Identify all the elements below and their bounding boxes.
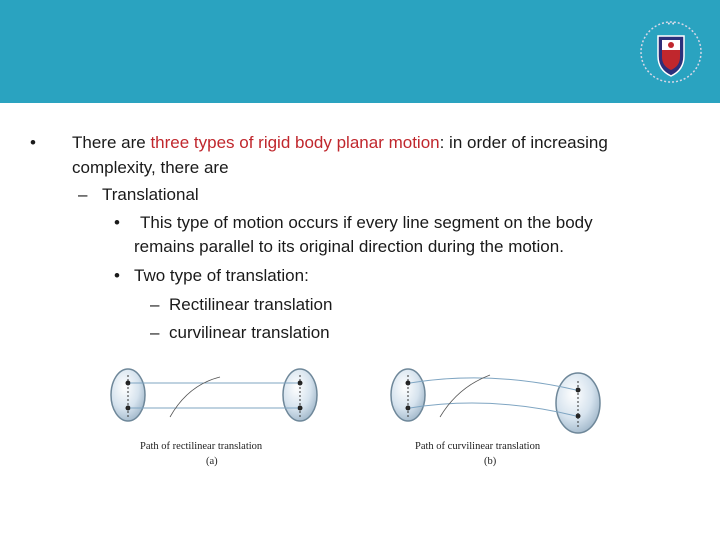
svg-text:• •: • • <box>667 21 675 28</box>
bullet-level1-line2: complexity, there are <box>72 158 229 177</box>
panel-curvilinear <box>391 369 600 467</box>
translation-types-item: Two type of translation: <box>134 266 309 285</box>
rectilinear-item: Rectilinear translation <box>169 295 333 314</box>
bullet-level1-highlight: three types of rigid body planar motion <box>150 133 440 152</box>
bullet-level1-suffix: : in order of increasing <box>439 133 608 152</box>
bullet-level4-mark: – <box>150 295 160 314</box>
bullet-level3-mark: • <box>114 213 120 232</box>
translation-figure <box>110 345 624 470</box>
bullet-level3-mark: • <box>114 266 120 285</box>
label-a: (a) <box>206 456 218 467</box>
bullet-level1-prefix: There are <box>72 133 151 152</box>
bullet-level1-mark: • <box>30 133 36 152</box>
definition-line2: remains parallel to its original direction during the motion. <box>134 237 564 256</box>
bullet-level1-line1 <box>72 133 608 153</box>
definition-line1: This type of motion occurs if every line segment on the body <box>140 213 593 232</box>
bullet-level4-mark: – <box>150 323 160 342</box>
caption-a: Path of rectilinear translation <box>140 441 263 452</box>
bullet-level2-mark: – <box>78 185 88 204</box>
label-b: (b) <box>484 456 497 467</box>
caption-b: Path of curvilinear translation <box>415 441 541 452</box>
translational-item: Translational <box>102 185 199 204</box>
panel-rectilinear <box>111 369 317 467</box>
curvilinear-item: curvilinear translation <box>169 323 330 342</box>
